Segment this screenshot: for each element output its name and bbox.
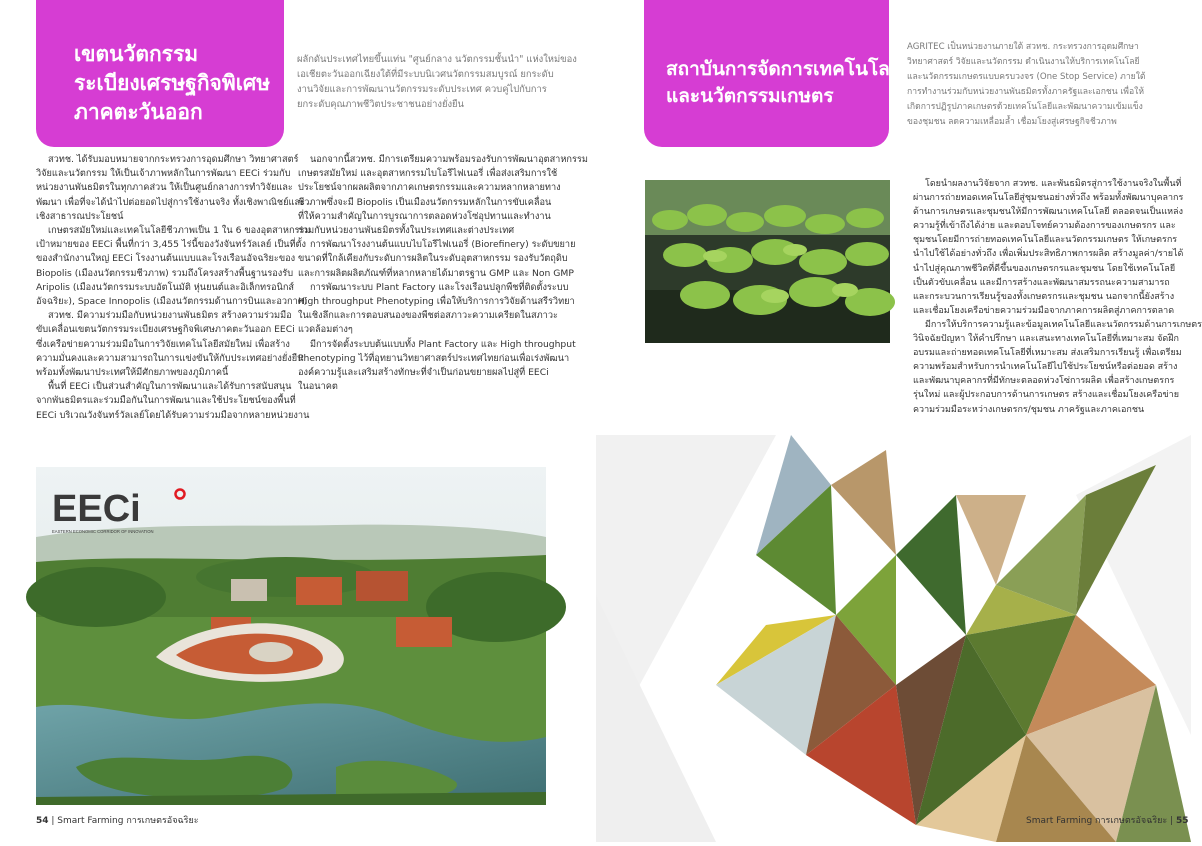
intro-line: และนวัตกรรมเกษตรแบบครบวงจร (One Stop Service) ภายใต้ — [907, 72, 1146, 82]
body-line: EECi บริเวณวังจันทร์วัลเลย์โดยได้รับความร่วมมือจากหลายหน่วยงาน — [36, 409, 310, 421]
body-line: ความพร้อมสำหรับการนำเทคโนโลยีไปใช้ประโยชน์หรือต่อยอด สร้าง — [913, 362, 1178, 373]
body-line: เกษตรสมัยใหม่และเทคโนโลยีชีวภาพเป็น 1 ใน 6 ของอุตสาหกรรม — [48, 225, 311, 237]
body-line: โดยนำผลงานวิจัยจาก สวทช. และพันธมิตรสู่การใช้งานจริงในพื้นที่ — [925, 179, 1182, 189]
body-line: ในอนาคต — [298, 381, 338, 393]
body-line: ผ่านการถ่ายทอดเทคโนโลยีสู่ชุมชนอย่างทั่วถึง พร้อมทั้งพัฒนาบุคลากร — [913, 193, 1184, 204]
body-line: พื้นที่ EECi เป็นส่วนสำคัญในการพัฒนาและได้รับการสนับสนุน — [48, 381, 292, 393]
body-line: Biopolis (เมืองนวัตกรรมชีวภาพ) รวมถึงโครงสร้างพื้นฐานรองรับ — [36, 267, 294, 279]
body-line: ซึ่งเครือข่ายความร่วมมือในการวิจัยเทคโนโลยีสมัยใหม่ เพื่อสร้าง — [36, 338, 290, 350]
seedling-tray-image — [645, 180, 890, 343]
title-line: ภาคตะวันออก — [74, 100, 203, 124]
intro-line: AGRITEC เป็นหน่วยงานภายใต้ สวทช. กระทรวงการอุดมศึกษา — [907, 42, 1139, 52]
body-line: วิจัยและนวัตกรรม ให้เป็นเจ้าภาพหลักในการพัฒนา EECi ร่วมกับ — [36, 168, 291, 180]
body-line: อัจฉริยะ), Space Innopolis (เมืองนวัตกรรมด้านการบินและอวกาศ) — [36, 296, 308, 308]
body-line: ความมั่นคงและความสามารถในการแข่งขันให้กับประเทศอย่างยั่งยืน — [36, 352, 304, 364]
body-line: สวทช. ได้รับมอบหมายจากกระทรวงการอุดมศึกษา วิทยาศาสตร์ — [48, 154, 299, 165]
body-line: นำไปสู่คุณภาพชีวิตที่ดีขึ้นของเกษตรกรและชุมชน โดยใช้เทคโนโลยี — [913, 263, 1176, 274]
agriculture-collage-image — [596, 435, 1191, 842]
body-line: การพัฒนาระบบ Plant Factory และโรงเรือนปลูกพืชที่ติดตั้งระบบ — [310, 281, 569, 293]
eeci-logo-mark — [52, 487, 192, 537]
intro-line: เอเชียตะวันออกเฉียงใต้ที่มีระบบนิเวศนวัตกรรมสมบูรณ์ ยกระดับ — [297, 69, 554, 80]
body-line: เป็นตัวขับเคลื่อน และมีการสร้างและพัฒนาสมรรถนะความสามารถ — [913, 277, 1170, 288]
title-line: สถาบันการจัดการเทคโนโลยี — [666, 58, 901, 80]
body-line: ด้านการเกษตรและชุมชนให้มีการพัฒนาเทคโนโลยี ตลอดจนเป็นแหล่ง — [913, 207, 1183, 218]
body-line: เชิงสาธารณประโยชน์ — [36, 210, 124, 222]
logo-dot-icon — [176, 490, 185, 499]
folio-right: Smart Farming การเกษตรอัจฉริยะ | 55 — [1026, 816, 1189, 826]
intro-line: การทำงานร่วมกับหน่วยงานพันธมิตรทั้งภาครัฐและเอกชน เพื่อให้ — [907, 87, 1144, 97]
body-line: เกษตรสมัยใหม่ และอุตสาหกรรมไบโอรีไฟเนอรี่ เพื่อส่งเสริมการใช้ — [298, 168, 558, 180]
folio-title: Smart Farming การเกษตรอัจฉริยะ — [1026, 816, 1168, 826]
agritec-intro — [907, 40, 1162, 130]
body-line: ชุมชนโดยมีการถ่ายทอดเทคโนโลยีและนวัตกรรมเกษตร ให้เกษตรกร — [913, 235, 1178, 246]
eeci-intro — [297, 52, 587, 112]
folio-title: Smart Farming การเกษตรอัจฉริยะ — [57, 816, 199, 826]
intro-line: งานวิจัยและการพัฒนานวัตกรรมระดับประเทศ ควบคู่ไปกับการ — [297, 84, 547, 95]
logo-tagline: EASTERN ECONOMIC CORRIDOR OF INNOVATION — [52, 529, 154, 534]
body-line: จากพันธมิตรและร่วมมือกันในการพัฒนาและใช้ประโยชน์ของพื้นที่ — [36, 395, 296, 407]
body-line: Phenotyping ไว้ที่อุทยานวิทยาศาสตร์ประเทศไทยก่อนเพื่อเร่งพัฒนา — [298, 352, 570, 364]
body-line: ของสำนักงานใหญ่ EECi โรงงานต้นแบบและโรงเรือนอัจฉริยะของ — [36, 253, 296, 265]
body-line: ความรู้ที่เข้าถึงได้ง่าย และตอบโจทย์ความต้องการของเกษตรกร และ — [913, 221, 1176, 232]
body-line: สวทช. มีความร่วมมือกับหน่วยงานพันธมิตร สร้างความร่วมมือ — [48, 310, 292, 322]
intro-line: ยกระดับคุณภาพชีวิตประชาชนอย่างยั่งยืน — [297, 99, 464, 110]
agritec-title-box — [644, 0, 901, 147]
body-line: มีการจัดตั้งระบบต้นแบบทั้ง Plant Factory และ High throughput — [310, 338, 576, 350]
body-line: เป้าหมายของ EECi พื้นที่กว่า 3,455 ไร่นี้ของวังจันทร์วัลเลย์ เป็นที่ตั้ง — [36, 239, 306, 251]
title-line: และนวัตกรรมเกษตร — [666, 85, 834, 107]
logo-wordmark: EECi — [52, 488, 141, 530]
body-line: ประโยชน์จากผลผลิตจากภาคเกษตรกรรมและความหลากหลายทาง — [298, 182, 561, 194]
agritec-title — [666, 56, 901, 110]
right-page — [596, 0, 1202, 842]
intro-line: ผลักดันประเทศไทยขึ้นแท่น "ศูนย์กลาง นวัตกรรมชั้นนำ" แห่งใหม่ของ — [297, 54, 577, 65]
triangle-collage — [596, 435, 1191, 842]
eeci-title — [74, 40, 270, 127]
body-line: และการผลิตผลิตภัณฑ์ที่หลากหลายได้มาตรฐาน GMP และ Non GMP — [298, 267, 574, 279]
body-line: องค์ความรู้และเสริมสร้างทักษะที่จำเป็นก่อนขยายผลไปสู่ที่ EECi — [298, 367, 549, 379]
body-line: หน่วยงานพันธมิตรในทุกภาคส่วน ให้เป็นศูนย์กลางการทำวิจัยและ — [36, 182, 293, 194]
left-page — [0, 0, 596, 842]
intro-line: เกิดการปฏิรูปภาคเกษตรด้วยเทคโนโลยีและพัฒนาความเข้มแข็ง — [907, 102, 1143, 112]
seedling-illustration — [645, 180, 890, 343]
body-line: แวดล้อมต่างๆ — [298, 324, 353, 336]
eeci-column-2 — [298, 153, 588, 394]
body-line: ความร่วมมือระหว่างเกษตรกร/ชุมชน ภาครัฐและภาคเอกชน — [913, 404, 1145, 415]
body-line: ขนาดที่ใกล้เคียงกับระดับการผลิตในระดับอุตสาหกรรม รองรับวัตถุดิบ — [298, 253, 568, 265]
body-line: มีการให้บริการความรู้และข้อมูลเทคโนโลยีและนวัตกรรมด้านการเกษตร — [925, 319, 1202, 330]
eeci-title-box — [36, 0, 284, 147]
intro-line: ของชุมชน ลดความเหลื่อมล้ำ เชื่อมโยงสู่เศรษฐกิจชีวภาพ — [907, 117, 1117, 127]
body-line: พัฒนา เพื่อที่จะได้นำไปต่อยอดไปสู่การใช้งานจริง ทั้งเชิงพาณิชย์และ — [36, 196, 305, 208]
body-line: ในเชิงลึกและการตอบสนองของพืชต่อสภาวะความเครียดในสภาวะ — [298, 310, 558, 322]
body-line: และพัฒนาบุคลากรที่มีทักษะตลอดห่วงโซ่การผลิต เพื่อสร้างเกษตรกร — [913, 376, 1175, 387]
body-line: อบรมและถ่ายทอดเทคโนโลยีที่เหมาะสม ส่งเสริมการเรียนรู้ เพื่อเตรียม — [913, 348, 1182, 359]
body-line: การพัฒนาโรงงานต้นแบบไบโอรีไฟเนอรี่ (Biorefinery) ระดับขยาย — [310, 239, 576, 251]
body-line: High throughput Phenotyping เพื่อให้บริการการวิจัยด้านสรีรวิทยา — [298, 296, 575, 308]
body-line: Aripolis (เมืองนวัตกรรมระบบอัตโนมัติ หุ่นยนต์และอิเล็กทรอนิกส์ — [36, 281, 294, 293]
body-line: พร้อมทั้งพัฒนาประเทศให้มีศักยภาพของภูมิภาคนี้ — [36, 367, 229, 379]
intro-line: วิทยาศาสตร์ วิจัยและนวัตกรรม ดำเนินงานให้บริการเทคโนโลยี — [907, 57, 1140, 67]
agritec-body — [913, 177, 1202, 417]
page-number: 54 — [36, 816, 49, 826]
body-line: ที่ให้ความสำคัญในการบูรณาการตลอดห่วงโซ่อุปทานและทำงาน — [298, 210, 551, 222]
body-line: นอกจากนี้สวทช. มีการเตรียมความพร้อมรองรับการพัฒนาอุตสาหกรรม — [310, 154, 588, 165]
body-line: ขับเคลื่อนเขตนวัตกรรมระเบียงเศรษฐกิจพิเศษภาคตะวันออก EECi — [36, 324, 295, 336]
body-line: และเชื่อมโยงเครือข่ายความร่วมมือจากภาคการผลิตสู่ภาคการตลาด — [913, 305, 1175, 316]
body-line: และกระบวนการเรียนรู้ของทั้งเกษตรกรและชุมชน นอกจากนี้ยังสร้าง — [913, 291, 1175, 302]
body-line: วินิจฉัยปัญหา ให้คำปรึกษา และเสนะทางเทคโนโลยีที่เหมาะสม จัดฝึก — [913, 334, 1179, 345]
title-line: เขตนวัตกรรม — [74, 42, 199, 66]
body-line: ชีวภาพซึ่งจะมี Biopolis เป็นเมืองนวัตกรรมหลักในการขับเคลื่อน — [298, 196, 552, 208]
body-line: นำไปใช้ได้อย่างทั่วถึง เพื่อเพิ่มประสิทธิภาพการผลิต สร้างมูลค่า/รายได้ — [913, 249, 1184, 260]
folio-left: 54 | Smart Farming การเกษตรอัจฉริยะ — [36, 816, 199, 826]
title-line: ระเบียงเศรษฐกิจพิเศษ — [74, 71, 271, 95]
eeci-column-1 — [36, 153, 311, 423]
page-number: 55 — [1176, 816, 1189, 826]
body-line: ร่วมกับหน่วยงานพันธมิตรทั้งในประเทศและต่างประเทศ — [298, 225, 515, 237]
body-line: รุ่นใหม่ และผู้ประกอบการด้านการเกษตร สร้างและเชื่อมโยงเครือข่าย — [913, 390, 1179, 401]
eeci-logo — [52, 487, 192, 541]
